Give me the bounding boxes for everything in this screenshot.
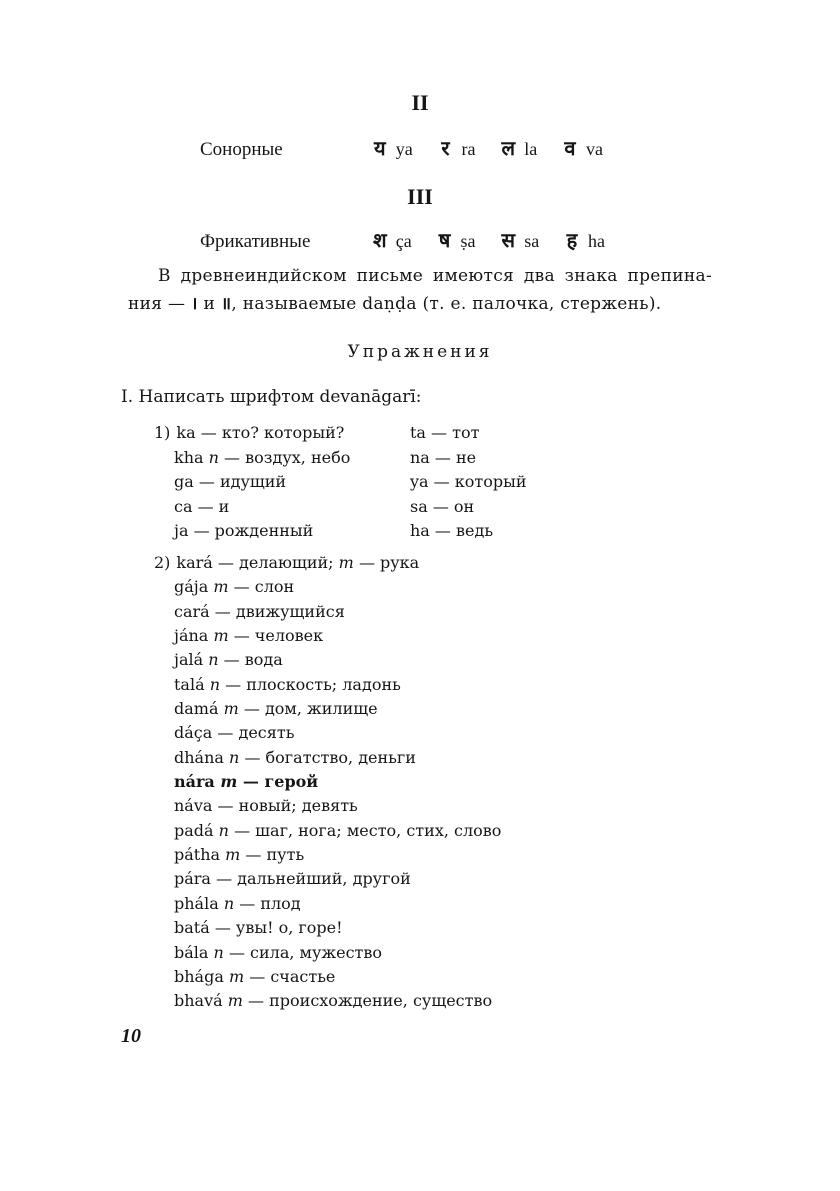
vocab-entry bbox=[154, 943, 501, 967]
devanagari-glyph: श bbox=[372, 228, 387, 252]
part-number: 2) bbox=[154, 553, 171, 572]
word-entry-left: ja — рожденный bbox=[174, 521, 314, 541]
entry-word: gája bbox=[174, 577, 209, 597]
gender-marker: m bbox=[228, 966, 245, 986]
entry-word: nára bbox=[174, 772, 215, 792]
gender-marker: n bbox=[208, 650, 219, 670]
letter-ya bbox=[372, 134, 413, 161]
vocab-entry bbox=[154, 918, 501, 942]
entry-definition: — дом, жилище bbox=[243, 699, 378, 719]
part-number: 1) bbox=[154, 423, 171, 442]
vocab-entry bbox=[154, 650, 501, 674]
entry-definition: — слон bbox=[233, 577, 295, 597]
letter-sha bbox=[436, 226, 475, 253]
transliteration: ṣa bbox=[460, 231, 476, 251]
entry-word: batá bbox=[174, 918, 210, 938]
vocab-entry bbox=[154, 626, 501, 650]
vocab-entry bbox=[154, 845, 501, 869]
word-entry-right: ta — тот bbox=[410, 423, 480, 442]
transliteration: ha bbox=[587, 231, 605, 251]
entry-word: cará bbox=[174, 601, 210, 621]
entry-definition: — происхождение, существо bbox=[248, 991, 493, 1011]
entry-word: talá bbox=[174, 674, 205, 694]
entry-definition: — счастье bbox=[249, 966, 336, 986]
exercises-heading: Упражнения bbox=[347, 342, 493, 362]
entry-word: bhavá bbox=[174, 991, 223, 1011]
entry-word: pátha bbox=[174, 845, 221, 865]
entry-word: kará bbox=[176, 553, 213, 572]
gender-marker: n bbox=[229, 747, 240, 767]
vocab-entry bbox=[154, 553, 501, 577]
entry-definition: — десять bbox=[217, 723, 295, 743]
transliteration: ça bbox=[395, 231, 412, 251]
word-entry-left bbox=[154, 423, 344, 442]
letter-ca bbox=[372, 226, 412, 253]
entry-definition: — сила, мужество bbox=[228, 942, 383, 962]
letter-ra bbox=[438, 134, 476, 161]
word-entry-left: ca — и bbox=[174, 496, 230, 516]
entry-definition: — герой bbox=[242, 772, 319, 792]
devanagari-glyph: ह bbox=[566, 228, 578, 252]
sonorants-row bbox=[200, 134, 623, 161]
devanagari-glyph: ल bbox=[501, 136, 516, 160]
devanagari-glyph: ष bbox=[438, 228, 451, 252]
entry-definition: — дальнейший, другой bbox=[216, 869, 411, 889]
punctuation-paragraph bbox=[128, 262, 712, 318]
entry-word: bhága bbox=[174, 966, 224, 986]
entry-word: jána bbox=[174, 626, 209, 646]
entry-text: ka — кто? который? bbox=[176, 423, 345, 442]
devanagari-glyph: स bbox=[501, 228, 515, 252]
vocab-entry bbox=[154, 723, 501, 747]
word-entry-right: na — не bbox=[410, 447, 477, 467]
vocab-entry bbox=[154, 602, 501, 626]
vocab-entry bbox=[154, 894, 501, 918]
letter-va bbox=[562, 134, 603, 161]
entry-word: phála bbox=[174, 893, 219, 913]
gender-marker: m bbox=[225, 845, 241, 865]
gender-marker: n bbox=[209, 674, 221, 694]
entry-word: bála bbox=[174, 942, 209, 962]
entry-word: jalá bbox=[174, 650, 204, 670]
vocab-entry bbox=[154, 796, 501, 820]
danda-double: ॥ bbox=[220, 294, 232, 314]
exercise-task: I. Написать шрифтом devanāgarī: bbox=[121, 387, 422, 407]
vocab-entry bbox=[154, 967, 501, 991]
transliteration: va bbox=[585, 139, 603, 159]
transliteration: la bbox=[524, 139, 538, 159]
danda-single: । bbox=[191, 294, 198, 314]
entry-definition: — путь bbox=[245, 845, 305, 865]
entry-definition: — шаг, нога; место, стих, слово bbox=[234, 820, 502, 840]
gender-marker: m bbox=[213, 626, 229, 646]
vocab-entry bbox=[154, 821, 501, 845]
entry-word: pára bbox=[174, 869, 211, 889]
entry-definition: — богатство, деньги bbox=[244, 747, 416, 767]
devanagari-glyph: व bbox=[564, 136, 576, 160]
gender-marker: n bbox=[208, 447, 219, 467]
vocab-entry bbox=[154, 772, 501, 796]
gender-marker: n bbox=[218, 820, 229, 840]
transliteration: sa bbox=[524, 231, 540, 251]
devanagari-glyph: य bbox=[373, 136, 386, 160]
page-number: 10 bbox=[121, 1025, 141, 1047]
entry-definition: — плод bbox=[239, 893, 301, 913]
section-numeral-iii: III bbox=[407, 184, 433, 209]
word-entry-right: ha — ведь bbox=[410, 521, 494, 541]
transliteration: ra bbox=[461, 139, 476, 159]
entry-definition: — вода bbox=[223, 650, 283, 670]
entry-word: dhána bbox=[174, 747, 224, 767]
entry-word: náva bbox=[174, 796, 213, 816]
word-entry-left bbox=[174, 448, 350, 467]
paragraph-text-after: , называемые daṇḍa (т. е. палочка, стержень). bbox=[231, 294, 662, 314]
entry-definition: — человек bbox=[233, 626, 324, 646]
entry-definition-2: — рука bbox=[358, 553, 420, 572]
word-entry-right: sa — он bbox=[410, 496, 475, 516]
section-numeral-ii: II bbox=[411, 90, 429, 115]
gender-marker: m bbox=[213, 577, 229, 597]
entry-definition: — плоскость; ладонь bbox=[225, 674, 401, 694]
entry-word: padá bbox=[174, 820, 214, 840]
entry-definition: — движущийся bbox=[214, 601, 345, 621]
paragraph-conjunction: и bbox=[203, 294, 216, 314]
fricatives-label: Фрикативные bbox=[200, 231, 311, 252]
entry-definition: — воздух, небо bbox=[224, 447, 351, 467]
gender-marker: m bbox=[223, 699, 239, 719]
gender-marker: n bbox=[213, 942, 224, 962]
word-entry-right: ya — который bbox=[410, 472, 527, 492]
word-entry-left: ga — идущий bbox=[174, 472, 287, 492]
entry-word: damá bbox=[174, 699, 219, 719]
vocabulary-part2 bbox=[154, 553, 501, 1016]
vocab-entry bbox=[154, 577, 501, 601]
fricatives-row bbox=[200, 226, 625, 253]
vocab-entry bbox=[154, 699, 501, 723]
sonorants-label: Сонорные bbox=[200, 139, 283, 160]
devanagari-glyph: र bbox=[441, 136, 450, 160]
gender-marker: m bbox=[227, 991, 243, 1011]
gender-marker: m bbox=[220, 772, 238, 792]
vocab-entry bbox=[154, 869, 501, 893]
entry-word: kha bbox=[174, 447, 204, 467]
vocab-entry bbox=[154, 675, 501, 699]
entry-definition: — новый; девять bbox=[217, 796, 358, 816]
entry-definition: — увы! о, горе! bbox=[214, 918, 343, 938]
letter-sa bbox=[500, 226, 539, 253]
vocab-entry bbox=[154, 748, 501, 772]
vocab-entry bbox=[154, 991, 501, 1015]
letter-la bbox=[500, 134, 537, 161]
transliteration: ya bbox=[395, 139, 413, 159]
gender-marker: m bbox=[338, 553, 354, 572]
paragraph-text-before: В древнеиндийском письме имеются два знака препина-ния — bbox=[128, 266, 712, 314]
entry-definition: — делающий; bbox=[217, 553, 334, 572]
gender-marker: n bbox=[223, 893, 235, 913]
letter-ha bbox=[564, 226, 605, 253]
entry-word: dáça bbox=[174, 723, 213, 743]
